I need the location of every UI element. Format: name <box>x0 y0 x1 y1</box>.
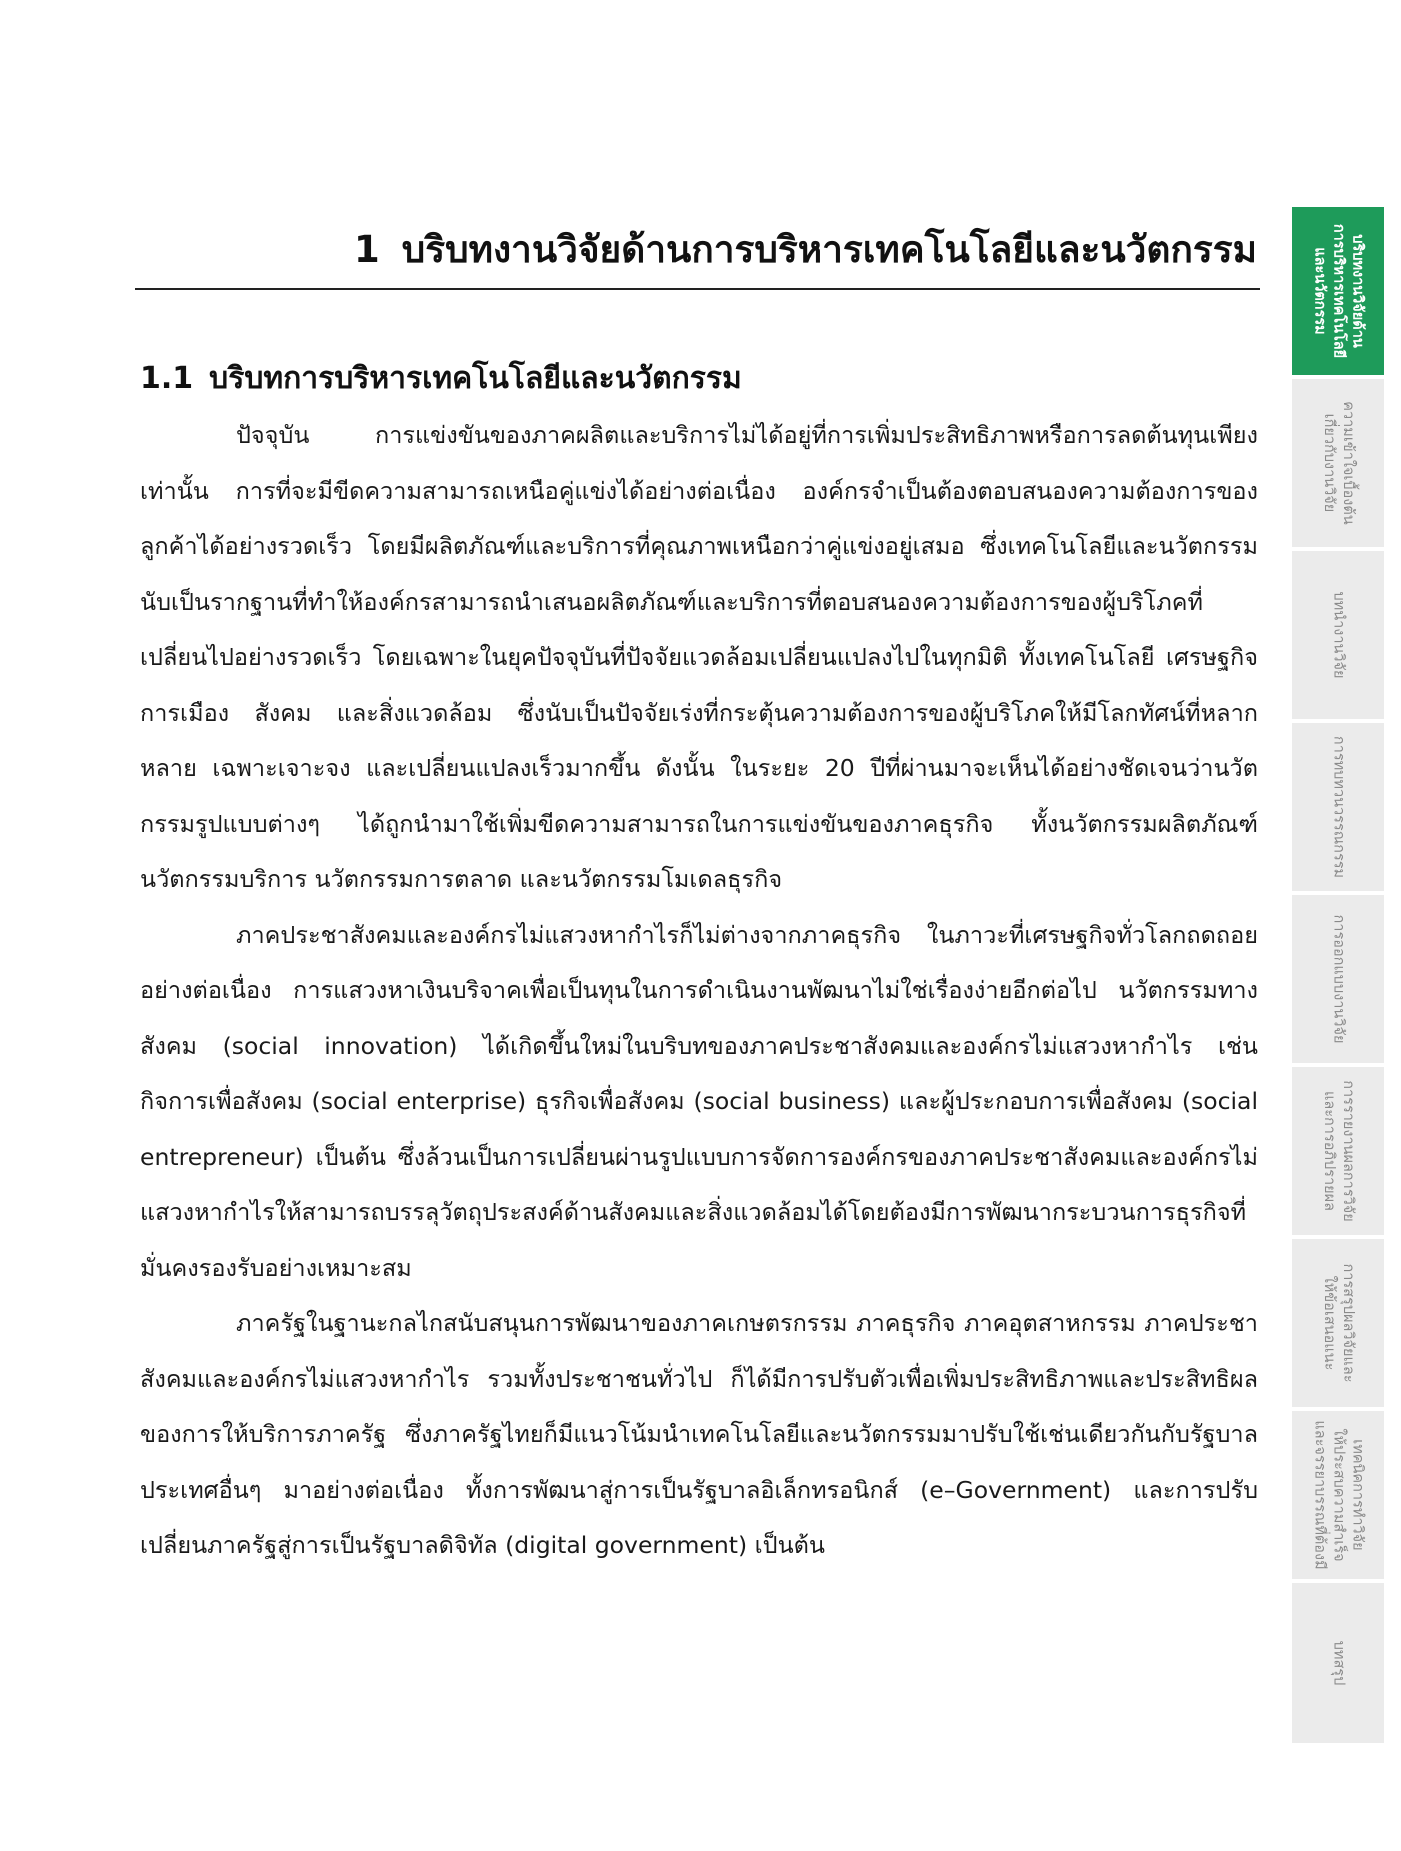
side-tab-label: บทสรุป <box>1330 1640 1347 1686</box>
side-tab-summary[interactable] <box>1292 1583 1384 1743</box>
section-heading <box>140 355 742 402</box>
side-tab-conclusion-recommendations[interactable] <box>1292 1239 1384 1407</box>
side-tab-label: การสรุปผลวิจัยและ ให้ข้อเสนอแนะ <box>1321 1263 1356 1383</box>
side-tab-literature-review[interactable] <box>1292 723 1384 891</box>
title-underline <box>135 288 1260 290</box>
section-title: บริบทการบริหารเทคโนโลยีและนวัตกรรม <box>209 361 742 396</box>
paragraph-1: ปัจจุบัน การแข่งขันของภาคผลิตและบริการไม่ได้อยู่ที่การเพิ่มประสิทธิภาพหรือการลดต้นทุนเพียงเท่านั้น การที่จะมีขีดความสามารถเหนือคู่แข่งได้อย่างต่อเนื่อง องค์กรจำเป็นต้องตอบสนองความต้องการของลูกค้าได้อย่างรวดเร็ว โดยมีผลิตภัณฑ์และบริการที่คุณภาพเหนือกว่าคู่แข่งอยู่เสมอ ซึ่งเทคโนโลยีและนวัตกรรมนับเป็นรากฐานที่ทำให้องค์กรสามารถนำเสนอผลิตภัณฑ์และบริการที่ตอบสนองความต้องการของผู้บริโภคที่เปลี่ยนไปอย่างรวดเร็ว โดยเฉพาะในยุคปัจจุบันที่ปัจจัยแวดล้อมเปลี่ยนแปลงไปในทุกมิติ ทั้งเทคโนโลยี เศรษฐกิจ การเมือง สังคม และสิ่งแวดล้อม ซึ่งนับเป็นปัจจัยเร่งที่กระตุ้นความต้องการของผู้บริโภคให้มีโลกทัศน์ที่หลากหลาย เฉพาะเจาะจง และเปลี่ยนแปลงเร็วมากขึ้น ดังนั้น ในระยะ 20 ปีที่ผ่านมาจะเห็นได้อย่างชัดเจนว่านวัตกรรมรูปแบบต่างๆ ได้ถูกนำมาใช้เพิ่มขีดความสามารถในการแข่งขันของภาคธุรกิจ ทั้งนวัตกรรมผลิตภัณฑ์ นวัตกรรมบริการ นวัตกรรมการตลาด และนวัตกรรมโมเดลธุรกิจ <box>140 421 1258 893</box>
side-tab-label: ความเข้าใจเบื้องต้น เกี่ยวกับงานวิจัย <box>1321 401 1356 525</box>
side-tab-results-discussion[interactable] <box>1292 1067 1384 1235</box>
side-tab-label: บริบทงานวิจัยด้าน การบริหารเทคโนโลยี และนวัตกรรม <box>1311 223 1366 359</box>
side-tab-label: การรายงานผลการวิจัย และการอภิปรายผล <box>1321 1080 1356 1222</box>
side-tab-technology-management[interactable] <box>1292 207 1384 375</box>
body-text <box>140 408 1258 1574</box>
side-tab-research-basics[interactable] <box>1292 379 1384 547</box>
side-tab-research-techniques-ethics[interactable] <box>1292 1411 1384 1579</box>
section-number: 1.1 <box>140 361 194 396</box>
side-tab-research-introduction[interactable] <box>1292 551 1384 719</box>
side-tab-label: การออกแบบงานวิจัย <box>1330 914 1347 1044</box>
chapter-title-text: บริบทงานวิจัยด้านการบริหารเทคโนโลยีและนวัตกรรม <box>401 228 1257 271</box>
chapter-title <box>135 220 1257 279</box>
paragraph-2: ภาคประชาสังคมและองค์กรไม่แสวงหากำไรก็ไม่ต่างจากภาคธุรกิจ ในภาวะที่เศรษฐกิจทั่วโลกถดถอยอย่างต่อเนื่อง การแสวงหาเงินบริจาคเพื่อเป็นทุนในการดำเนินงานพัฒนาไม่ใช่เรื่องง่ายอีกต่อไป นวัตกรรมทางสังคม (social innovation) ได้เกิดขึ้นใหม่ในบริบทของภาคประชาสังคมและองค์กรไม่แสวงหากำไร เช่น กิจการเพื่อสังคม (social enterprise) ธุรกิจเพื่อสังคม (social business) และผู้ประกอบการเพื่อสังคม (social entrepreneur) เป็นต้น ซึ่งล้วนเป็นการเปลี่ยนผ่านรูปแบบการจัดการองค์กรของภาคประชาสังคมและองค์กรไม่แสวงหากำไรให้สามารถบรรลุวัตถุประสงค์ด้านสังคมและสิ่งแวดล้อมได้โดยต้องมีการพัฒนากระบวนการธุรกิจที่มั่นคงรองรับอย่างเหมาะสม <box>140 920 1258 1282</box>
side-tab-label: การทบทวนวรรณกรรม <box>1330 735 1347 879</box>
paragraph-3: ภาครัฐในฐานะกลไกสนับสนุนการพัฒนาของภาคเกษตรกรรม ภาคธุรกิจ ภาคอุตสาหกรรม ภาคประชาสังคมและองค์กรไม่แสวงหากำไร รวมทั้งประชาชนทั่วไป ก็ได้มีการปรับตัวเพื่อเพิ่มประสิทธิภาพและประสิทธิผลของการให้บริการภาครัฐ ซึ่งภาครัฐไทยก็มีแนวโน้มนำเทคโนโลยีและนวัตกรรมมาปรับใช้เช่นเดียวกันกับรัฐบาลประเทศอื่นๆ มาอย่างต่อเนื่อง ทั้งการพัฒนาสู่การเป็นรัฐบาลอิเล็กทรอนิกส์ (e–Government) และการปรับเปลี่ยนภาครัฐสู่การเป็นรัฐบาลดิจิทัล (digital government) เป็นต้น <box>140 1309 1258 1559</box>
side-tab-label: บทนำงานวิจัย <box>1330 591 1347 679</box>
side-tab-label: เทคนิคการทำวิจัย ให้ประสบความสำเร็จ และจรรยาบรรณที่ต้องมี <box>1311 1420 1366 1570</box>
side-tab-research-design[interactable] <box>1292 895 1384 1063</box>
chapter-number: 1 <box>353 228 380 271</box>
chapter-side-tabs <box>1292 207 1384 1747</box>
